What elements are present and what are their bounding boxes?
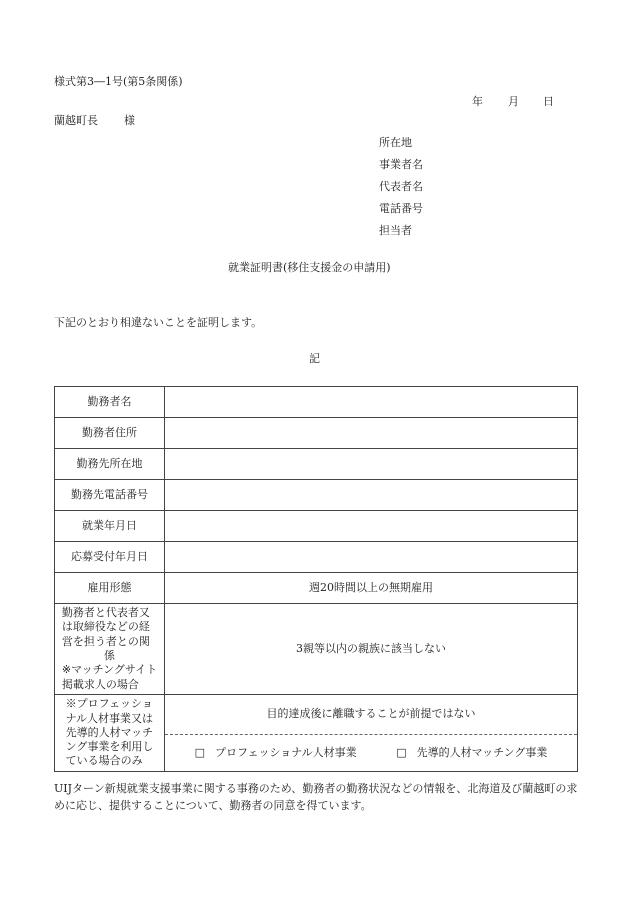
table-row — [55, 511, 578, 542]
table-row — [55, 604, 578, 695]
professional-options — [165, 735, 578, 772]
applicant-field-phone: 電話番号 — [379, 202, 423, 215]
checkbox-professional-talent[interactable] — [195, 746, 357, 760]
row-label-workplace-phone: 勤務先電話番号 — [55, 480, 165, 511]
checkbox-icon: □ — [396, 745, 407, 759]
addressee-honorific: 様 — [124, 114, 135, 127]
row-label-relation — [55, 604, 165, 695]
consent-footnote: UIJターン新規就業支援事業に関する事務のため、勤務者の勤務状況などの情報を、北海道及び蘭越町の求めに応じ、提供することについて、勤務者の同意を得ています。 — [54, 782, 578, 812]
row-value-workplace-phone[interactable] — [165, 480, 578, 511]
applicant-field-address: 所在地 — [379, 136, 412, 149]
row-value-workplace-address[interactable] — [165, 449, 578, 480]
table-row — [55, 480, 578, 511]
ki-heading: 記 — [309, 352, 320, 365]
row-value-worker-name[interactable] — [165, 387, 578, 418]
row-label-employment-type: 雇用形態 — [55, 573, 165, 604]
relation-label-text: 勤務者と代表者又 は取締役などの経 営を担う者との関 係 ※マッチングサイト 掲載求人の場合 — [61, 606, 158, 691]
professional-label-text: ※プロフェッショ ナル人材事業又は 先導的人材マッチ ング事業を利用し ている場合のみ — [65, 697, 154, 768]
row-value-start-date[interactable] — [165, 511, 578, 542]
checkbox-leading-talent-matching[interactable] — [396, 746, 547, 760]
certification-statement: 下記のとおり相違ないことを証明します。 — [54, 316, 263, 329]
row-label-worker-address: 勤務者住所 — [55, 418, 165, 449]
checkbox-label: 先導的人材マッチング事業 — [416, 745, 548, 759]
date-month: 月 — [508, 95, 519, 108]
row-value-relation: 3親等以内の親族に該当しない — [165, 604, 578, 695]
table-row — [55, 573, 578, 604]
row-value-professional-condition: 目的達成後に離職することが前提ではない — [165, 695, 578, 735]
row-value-employment-type: 週20時間以上の無期雇用 — [165, 573, 578, 604]
row-label-start-date: 就業年月日 — [55, 511, 165, 542]
row-label-workplace-address: 勤務先所在地 — [55, 449, 165, 480]
addressee-name: 蘭越町長 — [54, 114, 98, 127]
row-label-worker-name: 勤務者名 — [55, 387, 165, 418]
row-value-application-date[interactable] — [165, 542, 578, 573]
row-value-worker-address[interactable] — [165, 418, 578, 449]
applicant-field-representative: 代表者名 — [379, 180, 423, 193]
table-row — [55, 418, 578, 449]
date-year: 年 — [472, 95, 483, 108]
row-label-application-date: 応募受付年月日 — [55, 542, 165, 573]
applicant-field-business-name: 事業者名 — [379, 158, 423, 171]
table-row — [55, 695, 578, 735]
table-row — [55, 387, 578, 418]
table-row — [55, 449, 578, 480]
document-title: 就業証明書(移住支援金の申請用) — [228, 261, 391, 274]
table-row — [55, 542, 578, 573]
certificate-table — [54, 386, 578, 772]
form-number: 様式第3―1号(第5条関係) — [54, 75, 183, 88]
row-label-professional — [55, 695, 165, 772]
applicant-field-contact-person: 担当者 — [379, 224, 412, 237]
checkbox-icon: □ — [194, 745, 205, 759]
date-day: 日 — [543, 95, 554, 108]
checkbox-label: プロフェッショナル人材事業 — [215, 745, 357, 759]
